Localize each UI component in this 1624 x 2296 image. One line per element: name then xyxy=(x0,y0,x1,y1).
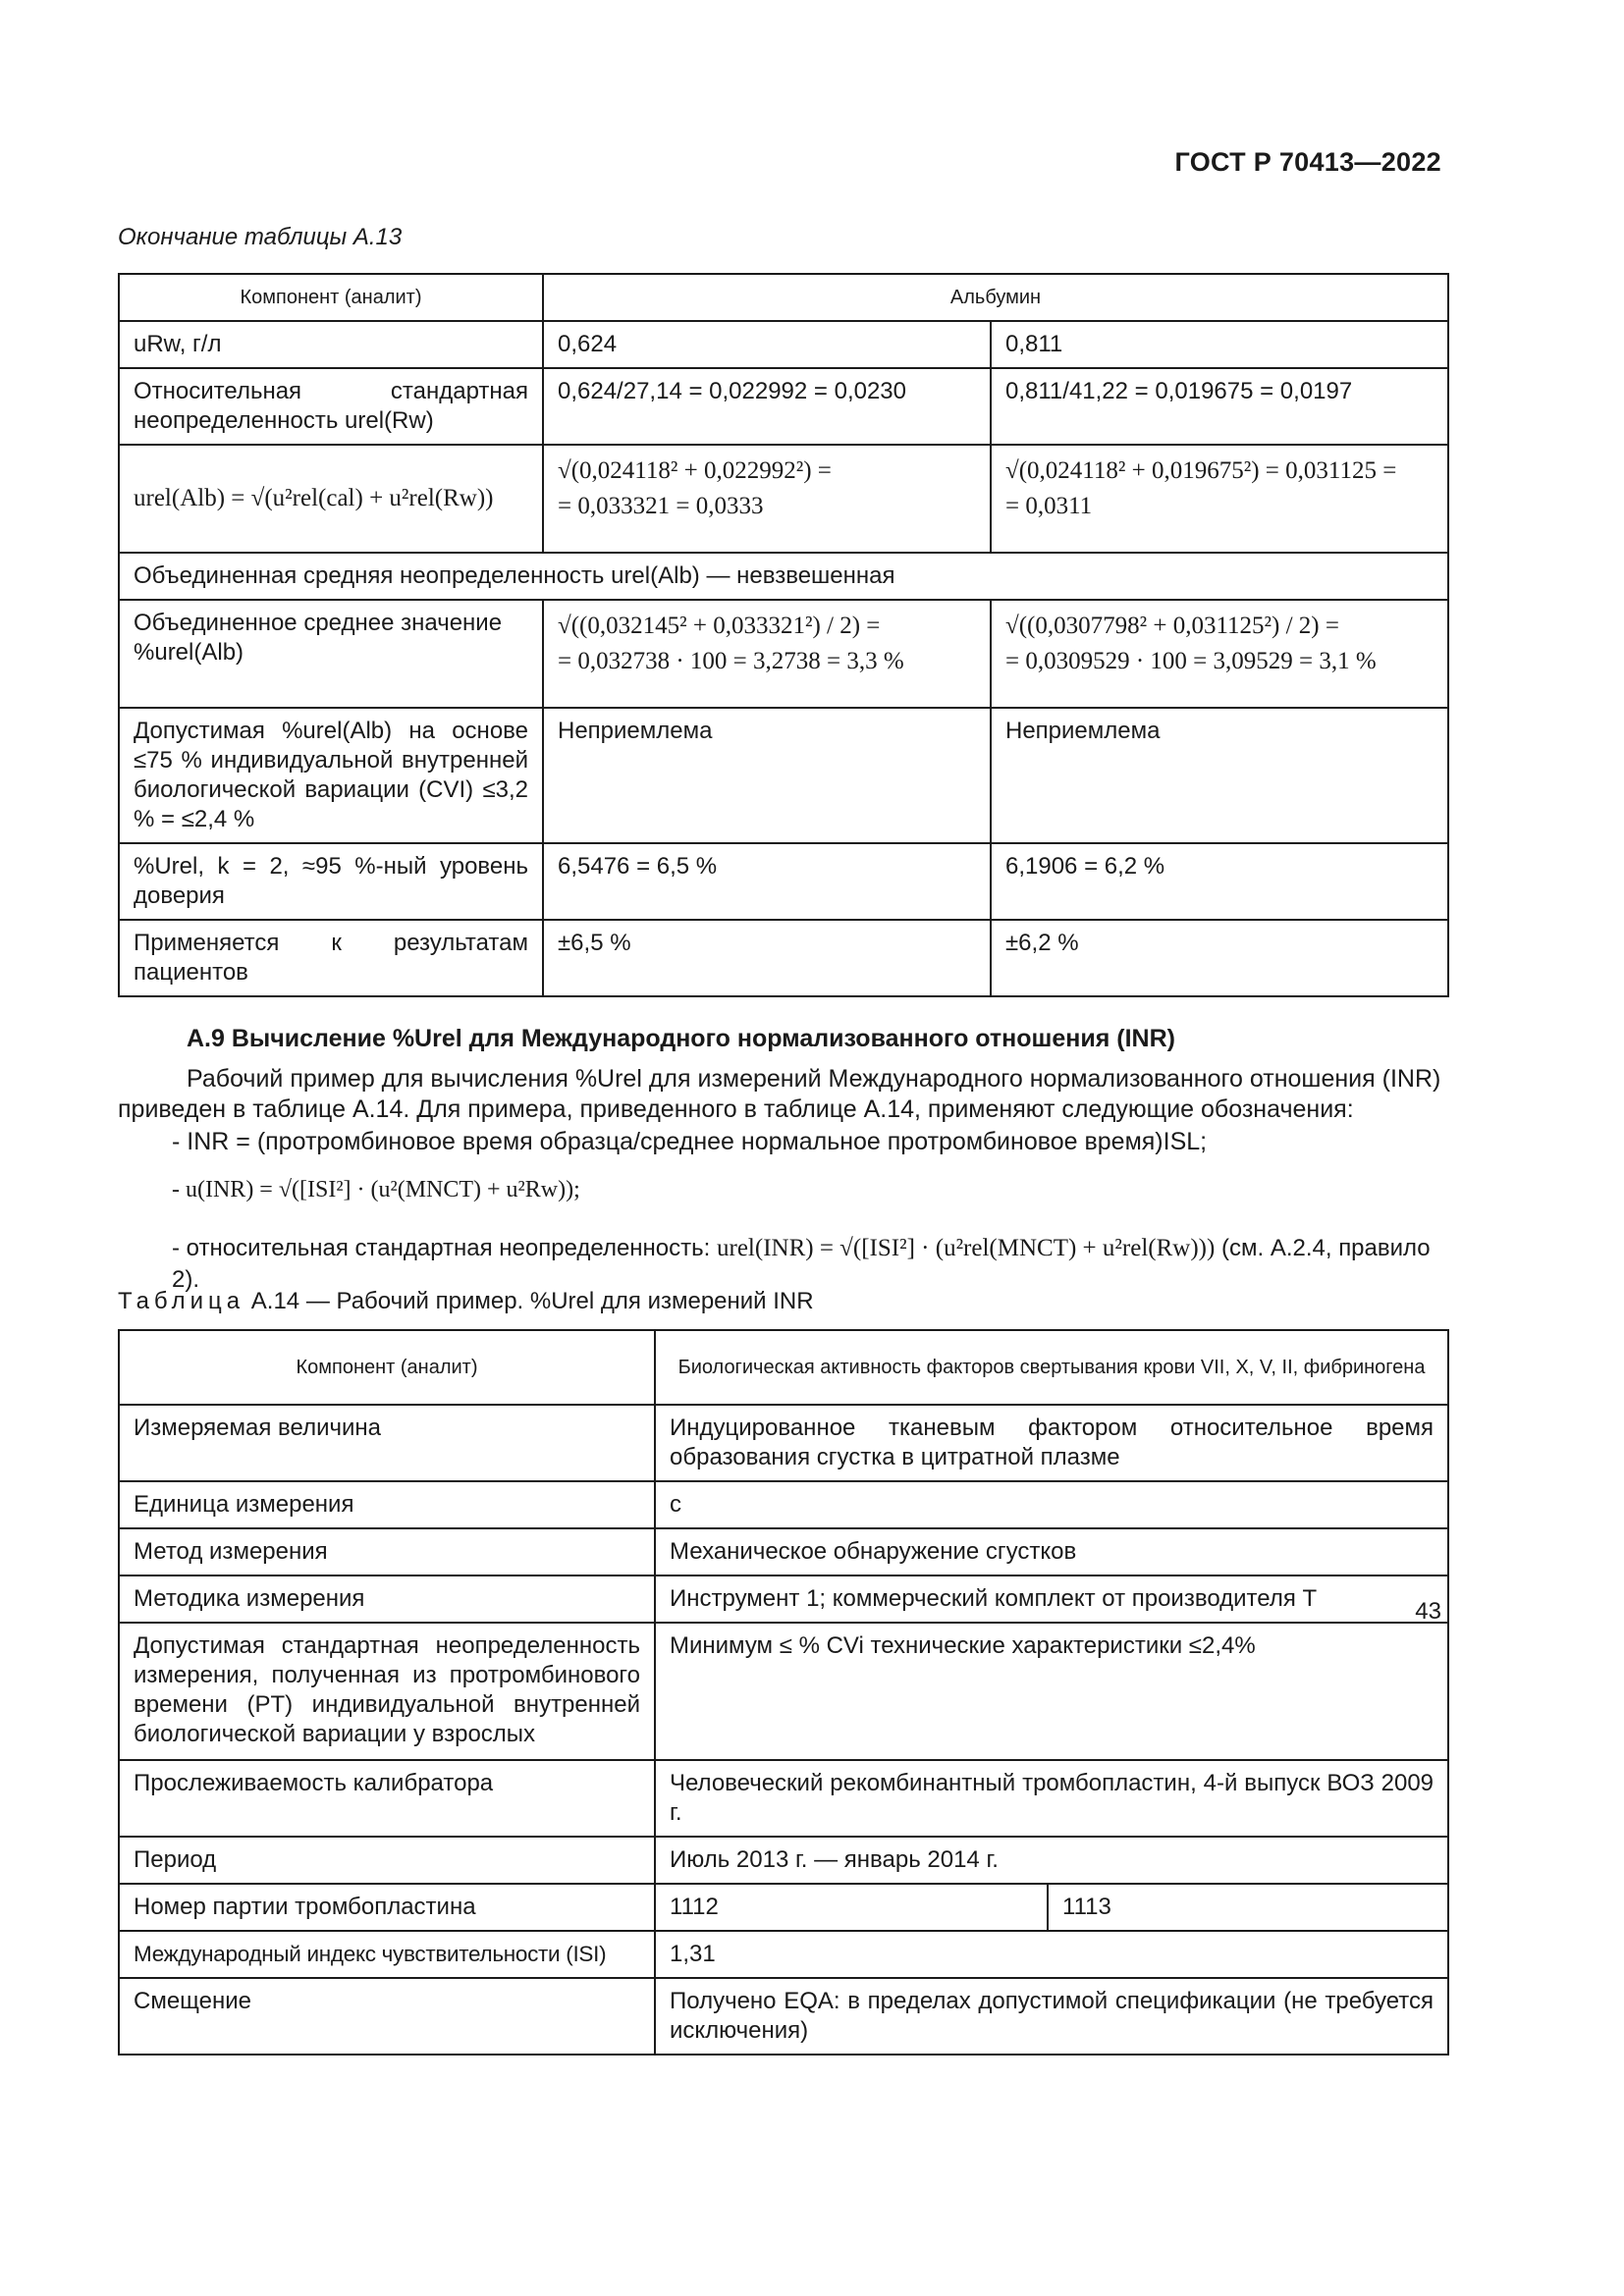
formula-line: √((0,0307798² + 0,031125²) / 2) = xyxy=(1005,613,1339,639)
cell-value: ±6,2 % xyxy=(991,920,1448,996)
bullet-relative-formula: urel(INR) = √([ISI²] · (u²rel(MNCT) + u²rel(Rw))) xyxy=(717,1235,1216,1261)
cell-value: Индуцированное тканевым фактором относительное время образования сгустка в цитратной плазме xyxy=(655,1405,1448,1481)
row-label: Международный индекс чувствительности (ISI) xyxy=(119,1931,655,1978)
section-title: А.9 Вычисление %Urel для Международного нормализованного отношения (INR) xyxy=(187,1025,1175,1052)
row-label: Метод измерения xyxy=(119,1528,655,1575)
bullet-relative-note: (см. А.2.4, правило 2). xyxy=(172,1235,1431,1293)
table-14-caption-rest: А.14 — Рабочий пример. %Urel для измерений INR xyxy=(250,1288,814,1314)
cell-formula xyxy=(543,445,991,553)
formula-line: = 0,0309529 · 100 = 3,09529 = 3,1 % xyxy=(1005,648,1377,674)
cell-value: 6,5476 = 6,5 % xyxy=(543,843,991,920)
cell-value: Июль 2013 г. — январь 2014 г. xyxy=(655,1837,1448,1884)
col-header-activity: Биологическая активность факторов свертывания крови VII, X, V, II, фибриногена xyxy=(655,1330,1448,1405)
cell-value: Получено EQA: в пределах допустимой спецификации (не требуется исключения) xyxy=(655,1978,1448,2055)
row-label: Допустимая стандартная неопределенность измерения, полученная из протромбинового времени (PT) индивидуальной внутренней биологической вариации у взрослых xyxy=(119,1623,655,1760)
cell-value: 1,31 xyxy=(655,1931,1448,1978)
formula-line: √(0,024118² + 0,019675²) = 0,031125 = xyxy=(1005,457,1397,484)
bullet-inr: - INR = (протромбиновое время образца/среднее нормальное протромбиновое время)ISL; xyxy=(172,1128,1208,1155)
row-label: Допустимая %urel(Alb) на основе ≤75 % индивидуальной внутренней биологической вариации (CVI) ≤3,2 % = ≤2,4 % xyxy=(119,708,543,843)
row-label: Период xyxy=(119,1837,655,1884)
row-label: Единица измерения xyxy=(119,1481,655,1528)
page-number: 43 xyxy=(1415,1598,1441,1625)
cell-value: Механическое обнаружение сгустков xyxy=(655,1528,1448,1575)
cell-value: 6,1906 = 6,2 % xyxy=(991,843,1448,920)
cell-value: Инструмент 1; коммерческий комплект от производителя Т xyxy=(655,1575,1448,1623)
bullet-uinr-formula: - u(INR) = √([ISI²] · (u²(MNCT) + u²Rw)); xyxy=(172,1177,580,1202)
cell-value: 0,811 xyxy=(991,321,1448,368)
row-label: Методика измерения xyxy=(119,1575,655,1623)
row-label: Измеряемая величина xyxy=(119,1405,655,1481)
formula-line: √(0,024118² + 0,022992²) = xyxy=(558,457,832,484)
row-label: %Urel, k = 2, ≈95 %-ный уровень доверия xyxy=(119,843,543,920)
col-header-component: Компонент (аналит) xyxy=(119,1330,655,1405)
formula-line: √((0,032145² + 0,033321²) / 2) = xyxy=(558,613,881,639)
table-13-caption: Окончание таблицы А.13 xyxy=(118,224,403,250)
bullet-relative-uncertainty xyxy=(172,1231,1448,1294)
cell-value: с xyxy=(655,1481,1448,1528)
cell-value: Неприемлема xyxy=(991,708,1448,843)
col-header-albumin: Альбумин xyxy=(543,274,1448,321)
cell-formula xyxy=(543,600,991,708)
cell-value: 0,624/27,14 = 0,022992 = 0,0230 xyxy=(543,368,991,445)
row-label-formula: urel(Alb) = √(u²rel(cal) + u²rel(Rw)) xyxy=(119,445,543,553)
cell-value: 0,811/41,22 = 0,019675 = 0,0197 xyxy=(991,368,1448,445)
cell-value: 1112 xyxy=(655,1884,1048,1931)
formula-line: = 0,033321 = 0,0333 xyxy=(558,493,764,519)
row-label: Смещение xyxy=(119,1978,655,2055)
table-14-caption xyxy=(118,1288,814,1315)
row-label: Объединенное среднее значение %urel(Alb) xyxy=(119,600,543,708)
formula-line: = 0,032738 · 100 = 3,2738 = 3,3 % xyxy=(558,648,904,674)
cell-formula xyxy=(991,445,1448,553)
cell-value: Человеческий рекомбинантный тромбопластин, 4-й выпуск ВОЗ 2009 г. xyxy=(655,1760,1448,1837)
span-row: Объединенная средняя неопределенность urel(Alb) — невзвешенная xyxy=(119,553,1448,600)
table-a13 xyxy=(118,273,1449,997)
cell-value: 0,624 xyxy=(543,321,991,368)
row-label: Прослеживаемость калибратора xyxy=(119,1760,655,1837)
formula-line: = 0,0311 xyxy=(1005,493,1093,519)
bullet-relative-text: - относительная стандартная неопределенность: xyxy=(172,1235,711,1261)
row-label: Номер партии тромбопластина xyxy=(119,1884,655,1931)
cell-formula xyxy=(991,600,1448,708)
cell-value: ±6,5 % xyxy=(543,920,991,996)
table-14-caption-prefix: Таблица xyxy=(118,1288,245,1314)
table-a14 xyxy=(118,1329,1449,2056)
row-label: uRw, г/л xyxy=(119,321,543,368)
cell-value: Минимум ≤ % CVi технические характеристики ≤2,4% xyxy=(655,1623,1448,1760)
col-header-component: Компонент (аналит) xyxy=(119,274,543,321)
standard-header: ГОСТ Р 70413—2022 xyxy=(1174,147,1441,177)
cell-value: Неприемлема xyxy=(543,708,991,843)
row-label: Относительная стандартная неопределенность urel(Rw) xyxy=(119,368,543,445)
cell-value: 1113 xyxy=(1048,1884,1448,1931)
row-label: Применяется к результатам пациентов xyxy=(119,920,543,996)
section-paragraph: Рабочий пример для вычисления %Urel для измерений Международного нормализованного отношения (INR) приведен в таблице А.14. Для примера, приведенного в таблице А.14, применяют следующие обозначения: xyxy=(118,1065,1441,1123)
